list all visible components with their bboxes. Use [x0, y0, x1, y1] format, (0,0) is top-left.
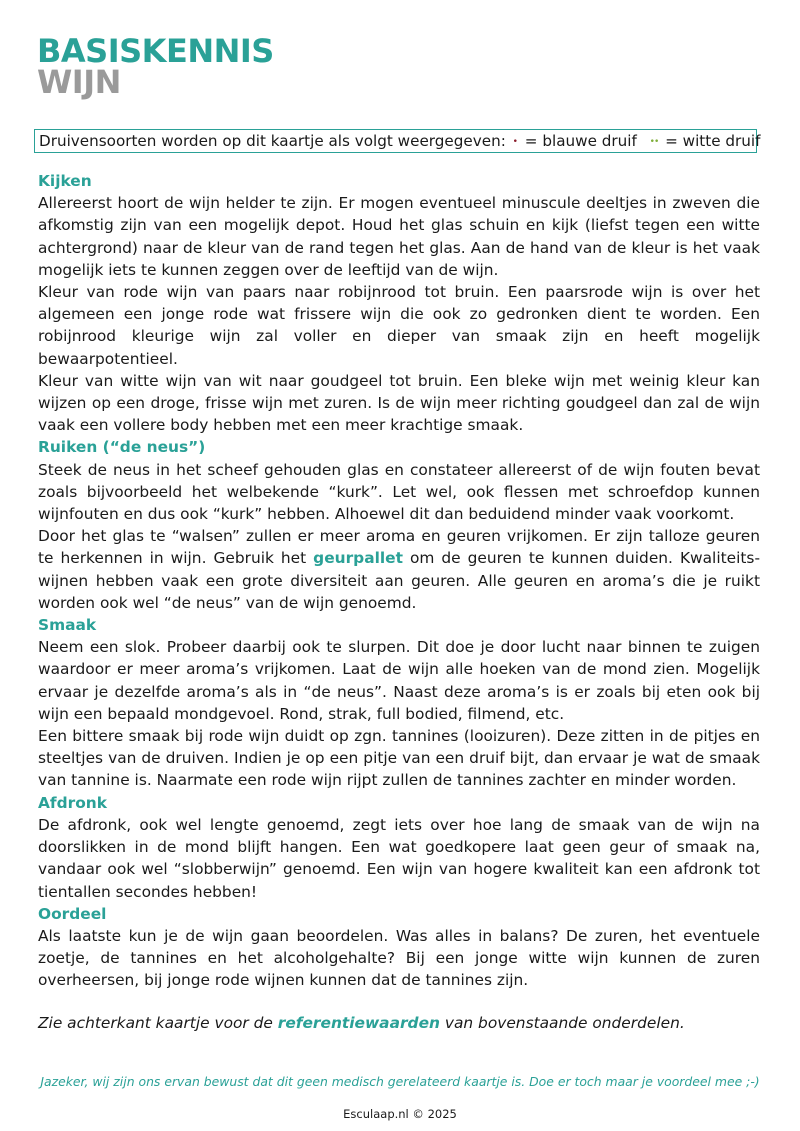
page-title: [37, 34, 274, 99]
heading-ruiken: Ruiken (“de neus”): [38, 438, 206, 457]
white-grape-icon: ••: [649, 136, 659, 147]
title-line-1: BASISKENNIS: [37, 32, 274, 70]
smaak-paragraph-2: Een bittere smaak bij rode wijn duidt op zgn. tannines (looizuren). Deze zitten in de pitjes en steeltjes van de druiven. Indien je op een pitje van een druif bijt, dan ervaar je wat de smaak van tannine is. Naarmate een rode wijn rijpt zullen de tannines zachter en minder worden.: [38, 727, 760, 790]
legend-blue-label: = blauwe druif: [524, 132, 637, 150]
legend-white-label: = witte druif: [665, 132, 761, 150]
afdronk-paragraph-1: De afdronk, ook wel lengte genoemd, zegt iets over hoe lang de smaak van de wijn na doorslikken in de mond blijft hangen. Een wat goedkopere laat geen geur of smaak na, vandaar ook wel “slobberwijn” genoemd. Een wijn van hogere kwaliteit kan een afdronk tot tientallen secondes hebben!: [38, 815, 760, 901]
heading-smaak: Smaak: [38, 616, 97, 635]
blue-grape-icon: •: [512, 136, 518, 147]
footer-disclaimer: Jazeker, wij zijn ons ervan bewust dat dit geen medisch gerelateerd kaartje is. Doe er toch maar je voordeel mee ;-): [40, 1074, 760, 1089]
note-before: Zie achterkant kaartje voor de: [38, 1013, 278, 1032]
heading-kijken: Kijken: [38, 172, 92, 190]
reference-note: [38, 1012, 760, 1034]
oordeel-paragraph-1: Als laatste kun je de wijn gaan beoordelen. Was alles in balans? De zuren, het eventuele zoetje, de tannines en het alcoholgehalte? Bij een jonge witte wijn kunnen de zuren overheersen, bij jonge rode wijnen kunnen dat de tannines zijn.: [38, 926, 760, 990]
grape-legend: [34, 129, 761, 153]
kijken-paragraph-2: Kleur van rode wijn van paars naar robijnrood tot bruin. Een paarsrode wijn is over het algemeen een jonge rode wat frissere wijn die ook zo gedronken dient te worden. Een robijnrood kleurige wijn zal voller en dieper van smaak zijn en heeft mogelijk bewaarpotentieel.: [38, 283, 760, 368]
title-line-2: WIJN: [37, 63, 121, 101]
legend-intro: Druivensoorten worden op dit kaartje als volgt weergegeven:: [39, 132, 506, 150]
geurpallet-link[interactable]: geurpallet: [313, 549, 403, 568]
kijken-paragraph-3: Kleur van witte wijn van wit naar goudgeel tot bruin. Een bleke wijn met weinig kleur kan wijzen op een droge, frisse wijn met zuren. Is de wijn meer richting goudgeel dan zal de wijn vaak een vollere body hebben met een meer krachtige smaak.: [38, 371, 760, 435]
main-content: [38, 170, 760, 1034]
note-after: van bovenstaande onderdelen.: [439, 1013, 685, 1032]
ruiken-p2-after: om de geuren te kunnen duiden. Kwaliteits-wijnen hebben vaak een grote diversiteit aan geuren. Alle geuren en aroma’s die je ruikt worden ook wel “de neus” van de wijn genoemd.: [38, 549, 760, 612]
kijken-paragraph-1: Allereerst hoort de wijn helder te zijn. Er mogen eventueel minuscule deeltjes in zweven die afkomstig zijn van een mogelijk depot. Houd het glas schuin en kijk (liefst tegen een witte achtergrond) naar de kleur van de rand tegen het glas. Aan de hand van de kleur is het vaak mogelijk iets te kunnen zeggen over de leeftijd van de wijn.: [38, 194, 760, 279]
ruiken-p2-before: Door het glas te “walsen” zullen er meer aroma en geuren vrijkomen. Er zijn talloze geuren te herkennen in wijn. Gebruik het: [38, 527, 760, 568]
referentiewaarden-link[interactable]: referentiewaarden: [277, 1013, 440, 1032]
ruiken-paragraph-2: [38, 525, 760, 614]
heading-oordeel: Oordeel: [38, 904, 107, 923]
heading-afdronk: Afdronk: [38, 793, 107, 812]
ruiken-paragraph-1: Steek de neus in het scheef gehouden glas en constateer allereerst of de wijn fouten bevat zoals bijvoorbeeld het welbekende “kurk”. Let wel, ook flessen met schroefdop kunnen wijnfouten en dus ook “kurk” hebben. Alhoewel dit dan beduidend minder vaak voorkomt.: [38, 460, 760, 524]
smaak-paragraph-1: Neem een slok. Probeer daarbij ook te slurpen. Dit doe je door lucht naar binnen te zuigen waardoor er meer aroma’s vrijkomen. Laat de wijn alle hoeken van de mond zien. Mogelijk ervaar je dezelfde aroma’s als in “de neus”. Naast deze aroma’s is er zoals bij eten ook bij wijn een bepaald mondgevoel. Rond, strak, full bodied, filmend, etc.: [38, 638, 760, 723]
copyright: Esculaap.nl © 2025: [343, 1107, 457, 1121]
